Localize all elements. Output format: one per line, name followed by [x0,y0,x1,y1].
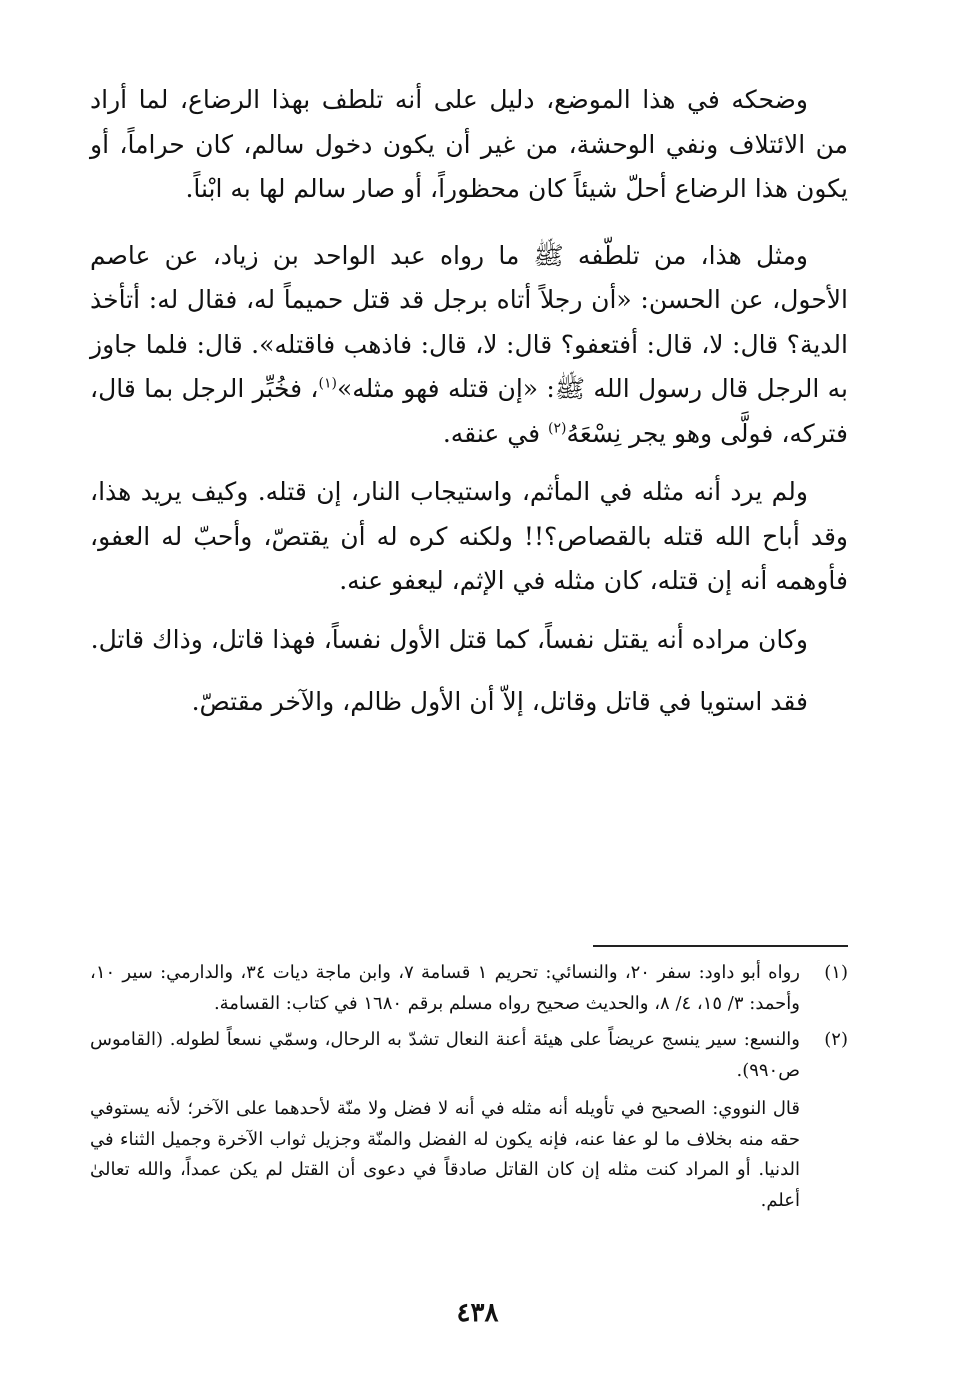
footnotes [90,958,848,1216]
paragraph-4: وكان مراده أنه يقتل نفساً، كما قتل الأول نفساً، فهذا قاتل، وذاك قاتل. [90,624,808,654]
paragraph-2-part-a: ومثل هذا، من تلطّفه ﷺ ما رواه عبد الواحد بن زياد، عن عاصم الأحول، عن الحسن: «أن رجلاً أتاه برجل قد قتل حميماً له، فقال له: أتأخذ الدية؟ قال: لا، قال: أفتعفو؟ قال: لا، قال: فاذهب فاقتله». قال: فلما جاوز به الرجل قال رسول الله ﷺ: «إن قتله فهو مثله» [90,240,848,403]
footnote-2-number: (٢) [824,1029,848,1050]
paragraph-1: وضحكه في هذا الموضع، دليل على أنه تلطف بهذا الرضاع، لما أراد من الائتلاف ونفي الوحشة، من غير أن يكون دخول سالم، كان حراماً، أو يكون هذا الرضاع أحلّ شيئاً كان محظوراً، أو صار سالم لها به ابْناً. [90,85,848,203]
page-number: ٤٣٨ [456,1298,499,1328]
footnote-2 [90,1025,848,1216]
footnote-1-number: (١) [824,962,848,983]
main-text [90,78,848,725]
paragraph-2-part-c: في عنقه. [442,418,548,448]
footnote-ref-2: (٢) [547,420,567,437]
footnote-1-text: رواه أبو داود: سفر ٢٠، والنسائي: تحريم ١ قسامة ٧، وابن ماجة ديات ٣٤، والدارمي: سير ١٠، وأحمد: ٣/ ١٥، ٤/ ٨، والحديث صحيح رواه مسلم برقم ١٦٨٠ في كتاب: القسامة. [90,962,800,1014]
footnote-2-continuation: قال النووي: الصحيح في تأويله أنه مثله في أنه لا فضل ولا منّة لأحدهما على الآخر؛ لأنه يستوفي حقه منه بخلاف ما لو عفا عنه، فإنه يكون له الفضل والمنّة وجزيل ثواب الآخرة وجميل الثناء في الدنيا. أو المراد كنت مثله إن كان القاتل صادقاً في دعوى أن القتل لم يكن عمداً، والله تعالىٰ أعلم. [90,1098,800,1211]
book-page [90,78,848,1318]
footnote-separator [593,945,848,947]
paragraph-2 [90,234,848,457]
footnote-2-text: والنسع: سير ينسج عريضاً على هيئة أعنة النعال تشدّ به الرحال، وسمّي نسعاً لطوله. (القاموس ص٩٩٠). [90,1029,800,1081]
paragraph-5: فقد استويا في قاتل وقاتل، إلاّ أن الأول ظالم، والآخر مقتصّ. [191,687,808,716]
footnote-1 [90,958,848,1019]
paragraph-3: ولم يرد أنه مثله في المأثم، واستيجاب النار، إن قتله. وكيف يريد هذا، وقد أباح الله قتله بالقصاص؟!! ولكنه كره له أن يقتصّ، وأحبّ له العفو، فأوهمه أنه إن قتله، كان مثله في الإثم، ليعفو عنه. [90,477,848,595]
footnote-ref-1: (١) [318,375,337,392]
paragraph-2-part-b: ، فخُبِّر الرجل بما قال، فتركه، فولَّى وهو يجر نِسْعَهُ [90,374,848,448]
